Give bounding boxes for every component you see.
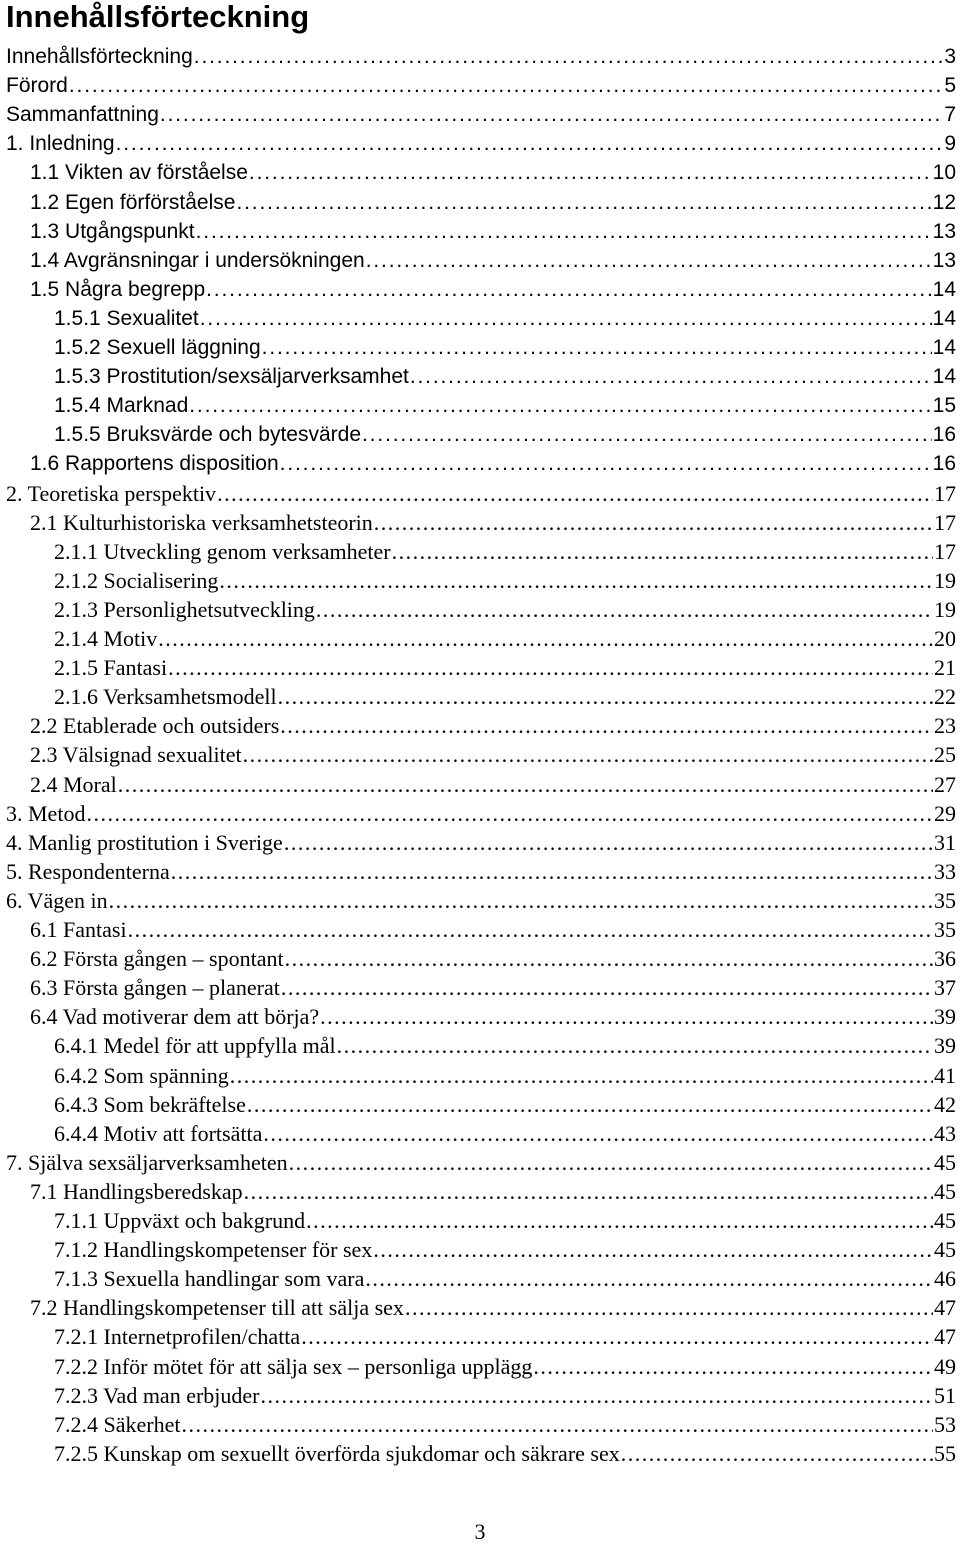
toc-entry-label: 7.1 Handlingsberedskap [30, 1178, 243, 1204]
toc-entry-page: 35 [934, 887, 956, 913]
toc-entry-label: 1.5 Några begrepp [30, 277, 206, 301]
toc-entry-label: 1.1 Vikten av förståelse [30, 161, 248, 185]
toc-entry-label: 7.2.1 Internetprofilen/chatta [54, 1324, 301, 1350]
toc-dot-leader [316, 596, 933, 624]
toc-dot-leader [301, 1323, 933, 1351]
toc-dot-leader [128, 916, 933, 944]
toc-entry-page: 20 [934, 626, 956, 651]
page-number: 3 [474, 1519, 486, 1544]
toc-entry[interactable] [54, 1091, 956, 1119]
toc-dot-leader [171, 858, 933, 886]
toc-entry-page: 17 [934, 509, 956, 535]
toc-entry[interactable] [54, 625, 956, 653]
toc-entry[interactable] [30, 450, 956, 478]
toc-entry-label: Innehållsförteckning [6, 45, 193, 68]
toc-entry-label: 2.4 Moral [30, 771, 117, 797]
toc-dot-leader [158, 625, 933, 653]
toc-entry-label: 1.2 Egen förförståelse [30, 190, 236, 214]
toc-dot-leader [373, 1236, 933, 1264]
toc-entry-page: 46 [934, 1266, 956, 1292]
toc-entry-page: 23 [934, 713, 956, 739]
toc-dot-leader [410, 363, 932, 391]
toc-entry[interactable] [54, 1207, 956, 1235]
toc-entry-label: 6.4.4 Motiv att fortsätta [54, 1120, 263, 1146]
toc-entry[interactable] [30, 741, 956, 769]
toc-entry-page: 13 [932, 248, 956, 272]
toc-entry-page: 17 [934, 480, 956, 506]
toc-entry-page: 39 [934, 1004, 956, 1030]
toc-entry-page: 9 [944, 132, 956, 156]
toc-dot-leader [262, 334, 932, 362]
toc-dot-leader [320, 1003, 933, 1031]
toc-entry-label: 7.2.2 Inför mötet för att sälja sex – personliga upplägg [54, 1353, 533, 1379]
toc-entry-label: 6.1 Fantasi [30, 917, 127, 942]
toc-entry-page: 19 [934, 567, 956, 593]
toc-entry[interactable] [30, 247, 956, 275]
toc-entry-page: 31 [934, 829, 956, 855]
toc-dot-leader [261, 1382, 934, 1410]
toc-entry[interactable] [54, 538, 956, 566]
toc-entry-page: 37 [934, 975, 956, 1001]
toc-entry-label: 6.2 Första gången – spontant [30, 946, 284, 972]
toc-entry-label: 2.1.4 Motiv [54, 626, 158, 651]
toc-dot-leader [280, 450, 932, 478]
toc-entry-label: 3. Metod [6, 800, 86, 826]
toc-dot-leader [219, 567, 933, 595]
toc-entry-page: 49 [934, 1353, 956, 1379]
toc-entry[interactable] [54, 1236, 956, 1264]
toc-dot-leader [533, 1353, 933, 1381]
toc-entry[interactable] [54, 1353, 956, 1381]
toc-entry-label: 2.1.1 Utveckling genom verksamheter [54, 538, 391, 564]
toc-entry-page: 3 [944, 45, 956, 68]
toc-entry-label: 1. Inledning [6, 132, 115, 156]
toc-entry[interactable] [54, 596, 956, 624]
toc-dot-leader [217, 480, 933, 508]
toc-entry-page: 19 [934, 596, 956, 622]
toc-entry[interactable] [6, 800, 956, 828]
toc-entry-page: 22 [934, 684, 956, 710]
toc-dot-leader [621, 1440, 933, 1468]
toc-entry-label: 2.1.6 Verksamhetsmodell [54, 684, 277, 710]
toc-dot-leader [200, 305, 932, 333]
toc-entry-page: 45 [934, 1208, 956, 1233]
toc-entry-page: 14 [932, 336, 956, 359]
toc-dot-leader [244, 1178, 933, 1206]
toc-entry[interactable] [30, 916, 956, 944]
toc-entry[interactable] [30, 1178, 956, 1206]
toc-entry-label: 7.2 Handlingskompetenser till att sälja sex [30, 1295, 404, 1321]
toc-entry-label: 2.1.2 Socialisering [54, 567, 219, 593]
toc-dot-leader [278, 683, 933, 711]
toc-entry-label: 2.1 Kulturhistoriska verksamhetsteorin [30, 509, 373, 535]
toc-entry[interactable] [30, 1294, 956, 1322]
toc-entry-page: 25 [934, 742, 956, 768]
toc-entry-page: 27 [934, 771, 956, 797]
toc-entry-page: 35 [934, 917, 956, 942]
toc-dot-leader [284, 829, 933, 857]
toc-entry-page: 21 [934, 655, 956, 681]
toc-entry[interactable] [6, 101, 956, 129]
toc-dot-leader [306, 1207, 933, 1235]
page-title: Innehållsförteckning [6, 0, 310, 34]
toc-entry-label: 7. Själva sexsäljarverksamheten [6, 1149, 288, 1175]
toc-entry-page: 29 [934, 800, 956, 826]
toc-dot-leader [247, 1091, 933, 1119]
toc-entry-label: Sammanfattning [6, 103, 159, 127]
toc-dot-leader [194, 43, 944, 71]
toc-entry-page: 14 [932, 365, 956, 389]
toc-entry-label: 1.3 Utgångspunkt [30, 219, 195, 243]
toc-entry-label: 7.2.3 Vad man erbjuder [54, 1382, 260, 1408]
toc-dot-leader [243, 741, 933, 769]
toc-entry-page: 14 [932, 306, 956, 330]
toc-entry-page: 16 [932, 423, 956, 447]
toc-entry-page: 10 [932, 161, 956, 185]
toc-entry[interactable] [54, 1323, 956, 1351]
toc-dot-leader [366, 247, 932, 275]
toc-entry-label: 1.5.3 Prostitution/sexsäljarverksamhet [54, 365, 409, 389]
toc-entry-label: 6.4.2 Som spänning [54, 1062, 229, 1088]
toc-dot-leader [263, 1120, 933, 1148]
toc-entry[interactable] [54, 654, 956, 682]
toc-dot-leader [289, 1149, 933, 1177]
toc-entry[interactable] [6, 72, 956, 100]
toc-entry-label: 6.4.3 Som bekräftelse [54, 1091, 246, 1117]
toc-entry[interactable] [30, 276, 956, 304]
toc-dot-leader [365, 1265, 933, 1293]
toc-entry[interactable] [54, 305, 956, 333]
toc-dot-leader [206, 276, 932, 304]
toc-entry[interactable] [6, 829, 956, 857]
toc-dot-leader [86, 800, 933, 828]
toc-entry[interactable] [54, 392, 956, 420]
toc-dot-leader [362, 421, 932, 449]
toc-entry-label: 2. Teoretiska perspektiv [6, 480, 217, 506]
toc-entry-page: 42 [934, 1091, 956, 1117]
toc-entry-label: 7.1.1 Uppväxt och bakgrund [54, 1208, 306, 1233]
toc-dot-leader [281, 974, 933, 1002]
toc-entry[interactable] [30, 218, 956, 246]
toc-entry[interactable] [6, 887, 956, 915]
toc-entry-label: 6. Vägen in [6, 887, 108, 913]
toc-entry[interactable] [54, 1062, 956, 1090]
toc-dot-leader [405, 1294, 933, 1322]
toc-entry[interactable] [54, 363, 956, 391]
toc-dot-leader [116, 130, 944, 158]
toc-entry[interactable] [54, 567, 956, 595]
toc-entry[interactable] [30, 771, 956, 799]
toc-entry-page: 33 [934, 858, 956, 884]
toc-entry-label: 6.4 Vad motiverar dem att börja? [30, 1004, 320, 1030]
toc-entry-page: 13 [932, 219, 956, 243]
toc-entry-label: 6.4.1 Medel för att uppfylla mål [54, 1033, 336, 1059]
toc-dot-leader [230, 1062, 933, 1090]
toc-dot-leader [236, 189, 931, 217]
toc-entry-page: 5 [944, 74, 956, 98]
toc-dot-leader [181, 1411, 933, 1439]
toc-dot-leader [168, 654, 933, 682]
toc-entry-label: 6.3 Första gången – planerat [30, 975, 280, 1001]
toc-entry-page: 36 [934, 946, 956, 972]
toc-entry[interactable] [6, 130, 956, 158]
toc-entry-label: 7.1.3 Sexuella handlingar som vara [54, 1266, 365, 1292]
toc-dot-leader [392, 538, 933, 566]
toc-entry-label: 2.1.5 Fantasi [54, 655, 168, 681]
toc-entry[interactable] [30, 712, 956, 740]
toc-dot-leader [249, 159, 932, 187]
toc-entry[interactable] [6, 43, 956, 71]
toc-entry[interactable] [6, 858, 956, 886]
toc-entry-page: 47 [934, 1324, 956, 1350]
toc-entry[interactable] [30, 1003, 956, 1031]
toc-entry-label: 1.6 Rapportens disposition [30, 452, 279, 476]
toc-entry-label: 1.5.4 Marknad [54, 394, 189, 418]
toc-entry-label: 7.1.2 Handlingskompetenser för sex [54, 1237, 373, 1263]
toc-entry-label: 2.1.3 Personlighetsutveckling [54, 596, 315, 622]
toc-entry-page: 7 [944, 103, 956, 127]
toc-entry[interactable] [30, 509, 956, 537]
toc-entry-page: 16 [932, 452, 956, 476]
toc-entry[interactable] [30, 945, 956, 973]
toc-dot-leader [69, 72, 943, 100]
toc-entry-label: 1.4 Avgränsningar i undersökningen [30, 248, 365, 272]
toc-entry-page: 45 [934, 1178, 956, 1204]
toc-entry[interactable] [54, 1411, 956, 1439]
toc-entry-page: 41 [934, 1062, 956, 1088]
toc-entry-page: 47 [934, 1295, 956, 1321]
toc-entry-label: 1.5.2 Sexuell läggning [54, 336, 261, 359]
toc-entry[interactable] [6, 1149, 956, 1177]
toc-dot-leader [189, 392, 931, 420]
toc-entry[interactable] [54, 421, 956, 449]
toc-entry[interactable] [30, 189, 956, 217]
toc-entry-page: 45 [934, 1149, 956, 1175]
toc-entry[interactable] [30, 159, 956, 187]
toc-entry-page: 14 [932, 277, 956, 301]
toc-entry-label: 2.3 Välsignad sexualitet [30, 742, 242, 768]
toc-dot-leader [160, 101, 943, 129]
toc-entry-label: 5. Respondenterna [6, 858, 170, 884]
toc-entry-label: 7.2.5 Kunskap om sexuellt överförda sjukdomar och säkrare sex [54, 1440, 620, 1466]
toc-entry[interactable] [54, 1382, 956, 1410]
toc-dot-leader [118, 771, 933, 799]
toc-entry-page: 39 [934, 1033, 956, 1059]
toc-dot-leader [280, 712, 933, 740]
toc-entry-label: Förord [6, 74, 68, 98]
toc-entry-label: 7.2.4 Säkerhet [54, 1411, 181, 1437]
toc-entry-page: 53 [934, 1411, 956, 1437]
toc-dot-leader [285, 945, 933, 973]
toc-entry-label: 1.5.5 Bruksvärde och bytesvärde [54, 423, 362, 447]
toc-entry-label: 1.5.1 Sexualitet [54, 306, 199, 330]
toc-entry[interactable] [6, 480, 956, 508]
toc-entry-page: 12 [932, 190, 956, 214]
toc-entry-page: 15 [932, 394, 956, 418]
toc-entry[interactable] [54, 1440, 956, 1468]
toc-entry-page: 51 [934, 1382, 956, 1408]
toc-entry-label: 4. Manlig prostitution i Sverige [6, 829, 283, 855]
toc-dot-leader [337, 1032, 933, 1060]
toc-dot-leader [196, 218, 932, 246]
toc-entry[interactable] [54, 1265, 956, 1293]
toc-entry-page: 17 [934, 538, 956, 564]
toc-entry[interactable] [30, 974, 956, 1002]
toc-entry[interactable] [54, 683, 956, 711]
toc-entry-label: 2.2 Etablerade och outsiders [30, 713, 280, 739]
toc-entry[interactable] [54, 334, 956, 362]
toc-entry-page: 55 [934, 1440, 956, 1466]
toc-entry[interactable] [54, 1120, 956, 1148]
toc-dot-leader [374, 509, 933, 537]
toc-entry[interactable] [54, 1032, 956, 1060]
toc-entry-page: 45 [934, 1237, 956, 1263]
toc-dot-leader [109, 887, 933, 915]
toc-entry-page: 43 [934, 1120, 956, 1146]
